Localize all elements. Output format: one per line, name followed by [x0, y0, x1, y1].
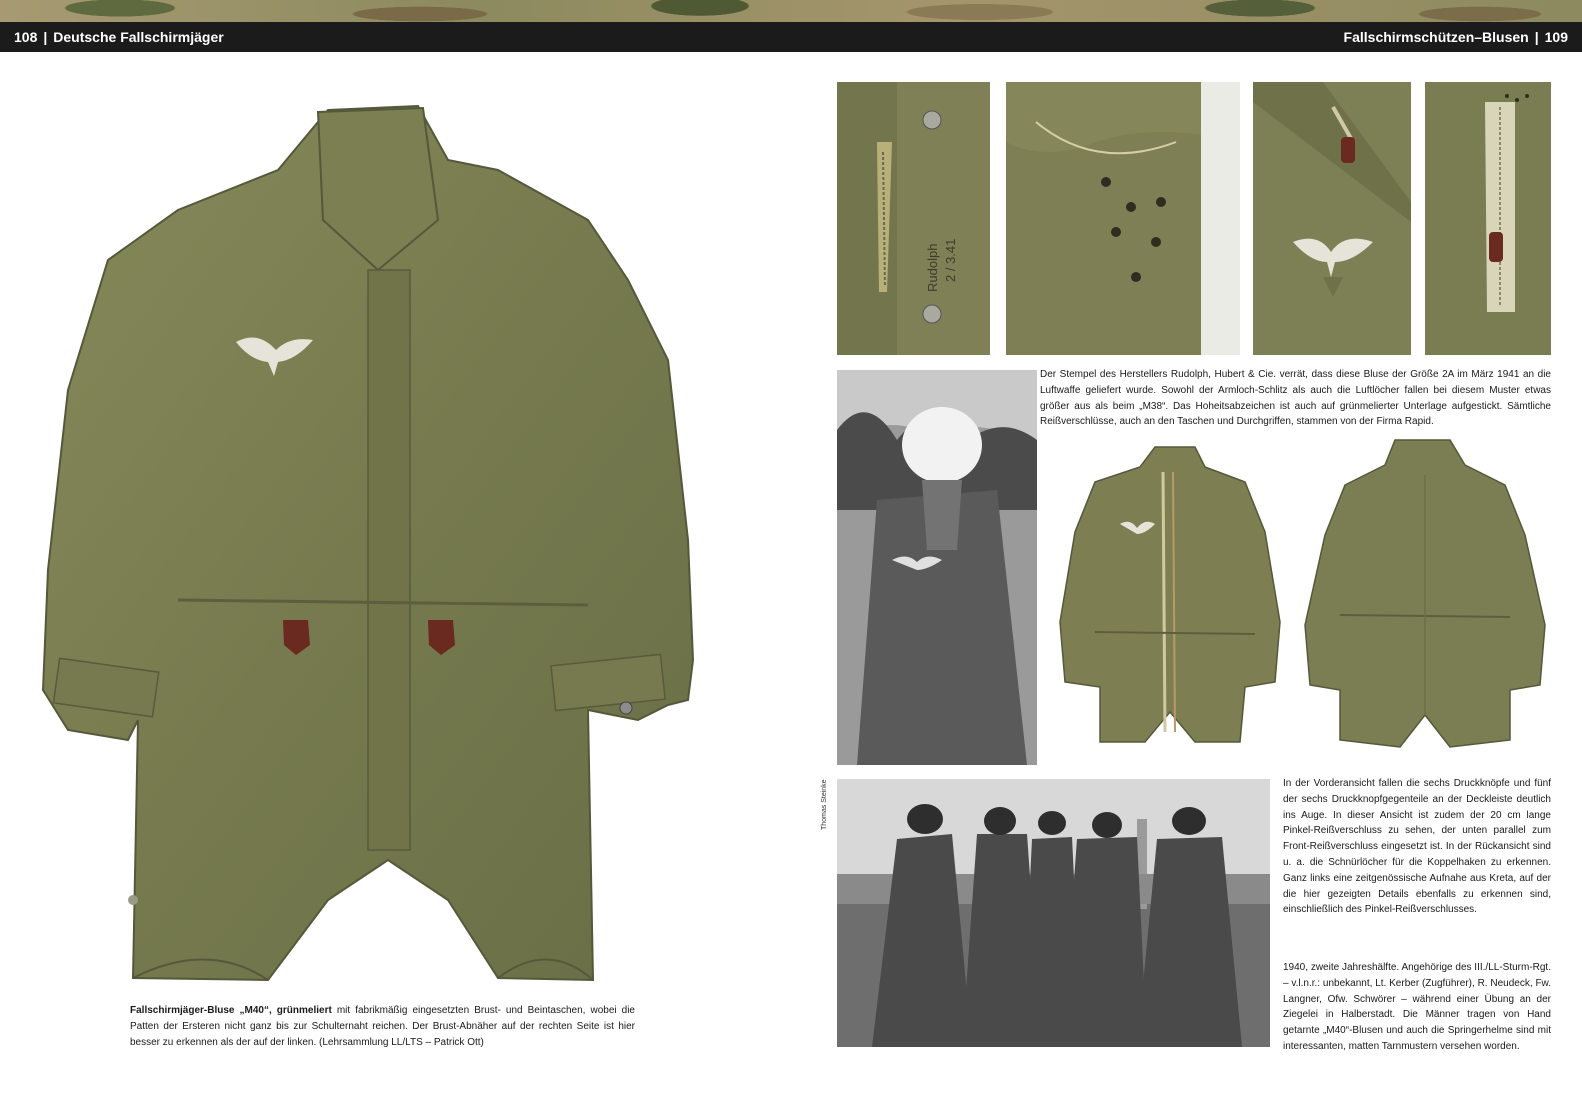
main-caption	[130, 1003, 635, 1050]
detail-photo-chest-zip	[1253, 82, 1411, 355]
photo-credit: Thomas Steinke	[821, 779, 828, 830]
main-caption-text: mit fabrikmäßig eingesetzten Brust- und Beintaschen, wobei die Patten der Ersteren nicht ganz bis zur Schulternaht reichen. Der Brust-Abnäher auf der rechten Seite ist hier besser zu erkennen als der auf der linken. (Lehrsammlung LL/LTS – Patrick Ott)	[130, 1005, 635, 1048]
back-view-photo	[1300, 435, 1550, 755]
views-caption: In der Vorderansicht fallen die sechs Druckknöpfe und fünf der sechs Druckknopfgegenteile an der Deckleiste deutlich ins Auge. In dieser Ansicht ist zudem der 20 cm lange Pinkel-Reißverschluss zu sehen, der unten parallel zum Front-Reißverschluss eingesetzt ist. In der Rückansicht sind u. a. die Schnürlöcher für die Koppelhaken zu erkennen. Ganz links eine zeitgenössische Aufnahe aus Kreta, auf der die hier gezeigten Details ebenfalls zu erkennen sind, einschließlich des Pinkel-Reißverschlusses.	[1283, 778, 1551, 916]
header-separator: |	[43, 29, 48, 45]
right-running-head	[1344, 29, 1568, 45]
manufacturer-stamp-line2: 2 / 3.41	[943, 238, 958, 282]
group-caption: 1940, zweite Jahreshälfte. Angehörige des III./LL-Sturm-Rgt. – v.l.n.r.: unbekannt, Lt. Kerber (Zugführer), R. Neudeck, Fw. Langner, Ofw. Schwörer – während einer Übung an der Ziegelei in Halberstadt. Die Männer tragen von Hand getarnte „M40“-Blusen und auch die Springerhelme sind mit interessanten, matten Tarnmustern versehen worden.	[1283, 962, 1551, 1052]
header-separator: |	[1534, 29, 1539, 45]
crete-soldier-photo	[837, 370, 1037, 765]
detail-photo-stamp	[837, 82, 990, 355]
manufacturer-stamp-line1: Rudolph	[925, 243, 940, 292]
detail-photo-vent-holes	[1006, 82, 1240, 355]
right-page-number: 109	[1544, 29, 1568, 45]
left-running-head	[14, 29, 224, 45]
right-page-title: Fallschirmschützen–Blusen	[1343, 29, 1529, 45]
camouflage-banner	[0, 0, 1582, 22]
page-header	[0, 22, 1582, 52]
group-soldiers-photo	[837, 779, 1270, 1047]
left-page-number: 108	[14, 29, 38, 45]
main-caption-title: Fallschirmjäger-Bluse „M40“, grünmeliert	[130, 1005, 332, 1016]
details-caption: Der Stempel des Herstellers Rudolph, Hubert & Cie. verrät, dass diese Bluse der Größe 2A im März 1941 an die Luftwaffe geliefert wurde. Sowohl der Armloch-Schlitz als auch die Luftlöcher fallen bei diesem Muster etwas größer aus als beim „M38“. Das Hoheitsabzeichen ist auch auf grünmelierter Unterlage aufgestickt. Sämtliche Reißverschlüsse, auch an den Taschen und Durchgriffen, stammen von der Firma Rapid.	[1040, 369, 1551, 428]
front-view-photo	[1055, 442, 1285, 754]
detail-photo-inner-zip	[1425, 82, 1551, 355]
main-smock-photo	[28, 100, 718, 995]
left-page-title: Deutsche Fallschirmjäger	[53, 29, 224, 45]
